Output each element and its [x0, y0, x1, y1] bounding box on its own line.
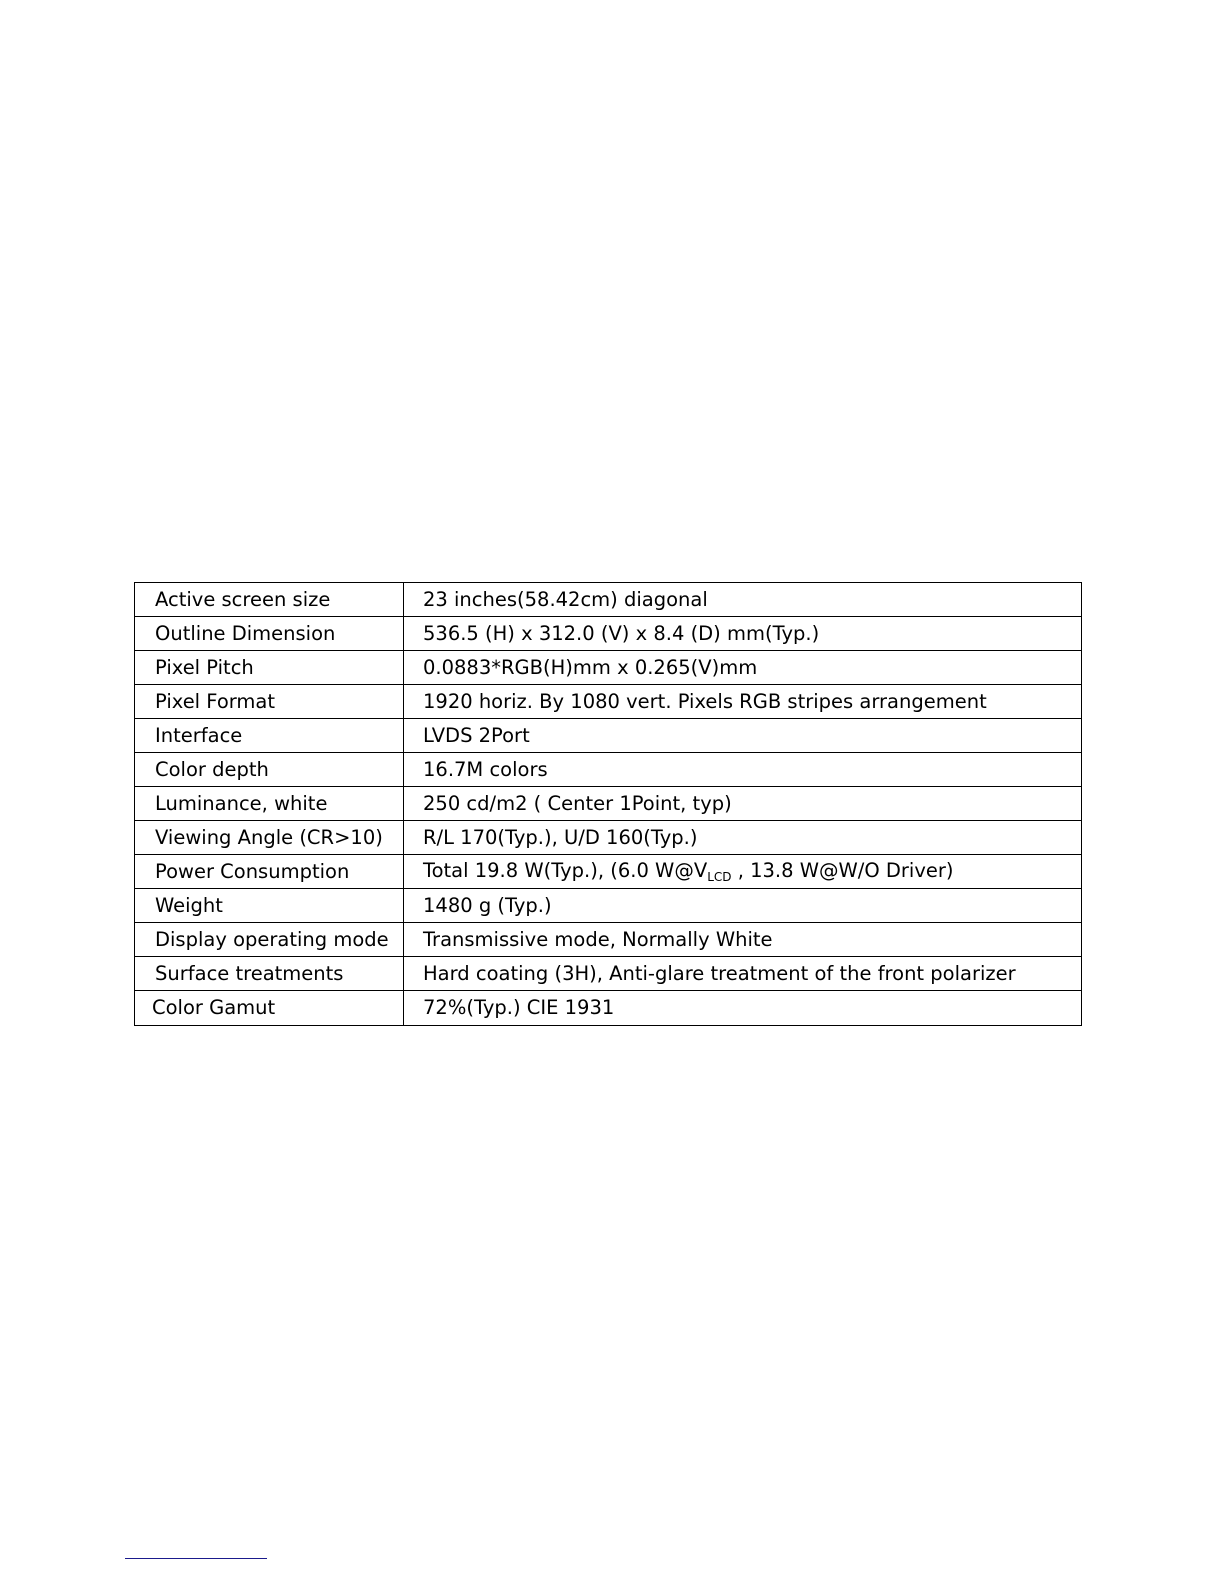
footnote-separator	[125, 1558, 267, 1559]
spec-label: Pixel Format	[135, 685, 404, 719]
spec-label: Power Consumption	[135, 855, 404, 889]
table-row	[135, 991, 1082, 1026]
table-row	[135, 821, 1082, 855]
spec-label: Viewing Angle (CR>10)	[135, 821, 404, 855]
spec-value: Hard coating (3H), Anti-glare treatment of the front polarizer	[404, 957, 1082, 991]
spec-label: Pixel Pitch	[135, 651, 404, 685]
table-row	[135, 855, 1082, 889]
table-row	[135, 923, 1082, 957]
spec-value: 72%(Typ.) CIE 1931	[404, 991, 1082, 1026]
table-row	[135, 957, 1082, 991]
spec-value	[404, 855, 1082, 889]
spec-label: Active screen size	[135, 583, 404, 617]
spec-value: 0.0883*RGB(H)mm x 0.265(V)mm	[404, 651, 1082, 685]
table-row	[135, 753, 1082, 787]
spec-value: 250 cd/m2 ( Center 1Point, typ)	[404, 787, 1082, 821]
spec-value-prefix: Total 19.8 W(Typ.), (6.0 W@V	[423, 858, 708, 882]
table-row	[135, 651, 1082, 685]
specifications-table	[134, 582, 1082, 1026]
table-row	[135, 685, 1082, 719]
spec-value: 536.5 (H) x 312.0 (V) x 8.4 (D) mm(Typ.)	[404, 617, 1082, 651]
spec-label: Outline Dimension	[135, 617, 404, 651]
spec-value: 1920 horiz. By 1080 vert. Pixels RGB stripes arrangement	[404, 685, 1082, 719]
spec-label: Surface treatments	[135, 957, 404, 991]
table-row	[135, 617, 1082, 651]
spec-value: R/L 170(Typ.), U/D 160(Typ.)	[404, 821, 1082, 855]
spec-label: Display operating mode	[135, 923, 404, 957]
table-row	[135, 719, 1082, 753]
spec-label: Color depth	[135, 753, 404, 787]
spec-label: Weight	[135, 889, 404, 923]
spec-label: Interface	[135, 719, 404, 753]
spec-value: Transmissive mode, Normally White	[404, 923, 1082, 957]
spec-value: LVDS 2Port	[404, 719, 1082, 753]
spec-value: 16.7M colors	[404, 753, 1082, 787]
spec-value: 23 inches(58.42cm) diagonal	[404, 583, 1082, 617]
table-row	[135, 889, 1082, 923]
spec-label: Luminance, white	[135, 787, 404, 821]
spec-value-suffix: , 13.8 W@W/O Driver)	[731, 858, 954, 882]
spec-value: 1480 g (Typ.)	[404, 889, 1082, 923]
spec-label: Color Gamut	[135, 991, 404, 1026]
spec-value-subscript: LCD	[707, 869, 732, 884]
table-row	[135, 583, 1082, 617]
table-row	[135, 787, 1082, 821]
